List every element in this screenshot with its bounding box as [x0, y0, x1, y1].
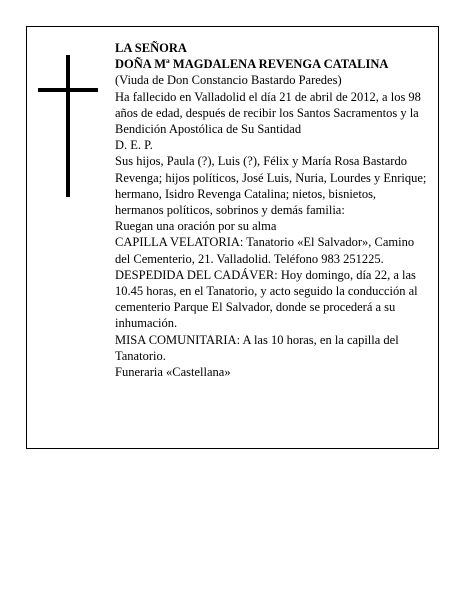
cross-horizontal-bar — [38, 88, 98, 92]
obituary-notice — [26, 26, 439, 449]
chapel-info: CAPILLA VELATORIA: Tanatorio «El Salvador», Camino del Cementerio, 21. Valladolid. Teléfono 983 251225. — [115, 235, 415, 266]
rip-line: D. E. P. — [115, 138, 153, 153]
mass-info: MISA COMUNITARIA: A las 10 horas, en la capilla del Tanatorio. — [115, 332, 399, 363]
cross-icon — [38, 55, 98, 197]
family-list: Sus hijos, Paula (?), Luis (?), Félix y María Rosa Bastardo Revenga; hijos políticos, José Luis, Nuria, Lourdes y Enrique; hermano, Isidro Revenga Catalina; nietos, bisnietos, hermanos políticos, sobrinos y demás familia: — [115, 154, 427, 218]
widow-note: (Viuda de Don Constancio Bastardo Paredes) — [115, 73, 342, 88]
notice-title: LA SEÑORA — [115, 41, 187, 55]
farewell-info: DESPEDIDA DEL CADÁVER: Hoy domingo, día 22, a las 10.45 horas, en el Tanatorio, y acto seguido la conducción al cementerio Parque El Salvador, donde se procederá a su inhumación. — [115, 267, 418, 331]
cross-vertical-bar — [66, 55, 70, 197]
notice-text — [115, 40, 427, 380]
death-announcement: Ha fallecido en Valladolid el día 21 de abril de 2012, a los 98 años de edad, después de recibir los Santos Sacramentos y la Bendición Apostólica de Su Santidad — [115, 89, 421, 137]
deceased-name: DOÑA Mª MAGDALENA REVENGA CATALINA — [115, 57, 389, 72]
prayer-request: Ruegan una oración por su alma — [115, 219, 277, 234]
funeral-home: Funeraria «Castellana» — [115, 365, 231, 380]
